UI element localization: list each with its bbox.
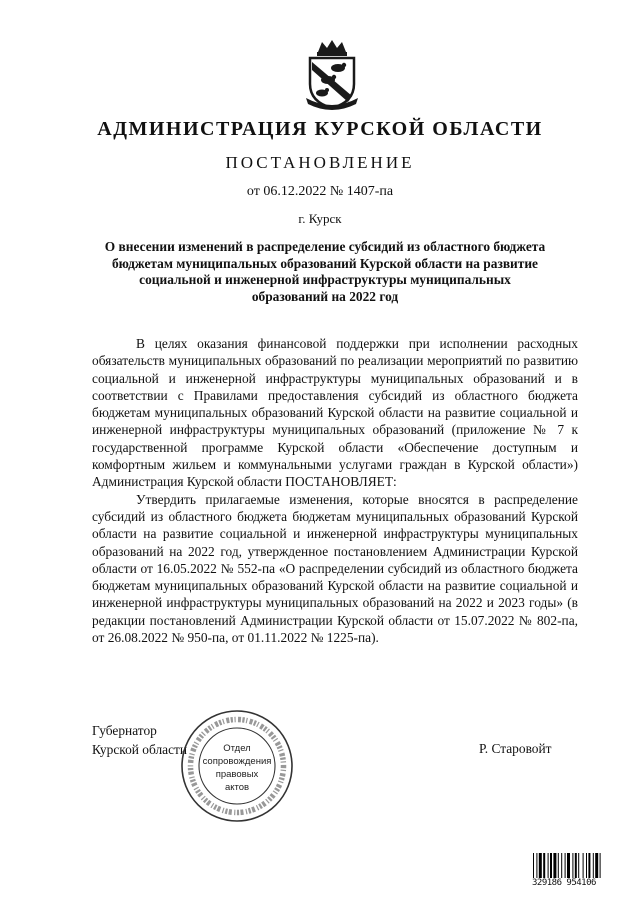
stamp-line: Отдел xyxy=(223,743,251,754)
document-title xyxy=(90,239,560,305)
stamp-line: сопровождения xyxy=(202,756,272,767)
document-body xyxy=(92,335,578,646)
body-paragraph: В целях оказания финансовой поддержки при исполнении расходных обязательств муниципальных образований по реализации мероприятий по развитию социальной и инженерной инфраструктуры муниципальных образований и в соответствии с Правилами предоставления субсидий из областного бюджета бюджетам муниципальных образований Курской области на развитие социальной и инженерной инфраструктуры муниципальных образований (приложение № 7 к государственной программе Курской области «Обеспечение доступным и комфортным жильем и коммунальными услугами граждан в Курской области») Администрация Курской области ПОСТАНОВЛЯЕТ: xyxy=(92,336,578,490)
body-paragraph: Утвердить прилагаемые изменения, которые вносятся в распределение субсидий из областного бюджета бюджетам муниципальных образований Курской области на развитие социальной и инженерной инфраструктуры муниципальных образований на 2022 год, утвержденное постановлением Администрации Курской области от 16.05.2022 № 552-па «О распределении субсидий из областного бюджета бюджетам муниципальных образований Курской области на развитие социальной и инженерной инфраструктуры муниципальных образований на 2022 и 2023 годы» (в редакции постановлений Администрации Курской области от 15.07.2022 № 802-па, от 26.08.2022 № 950-па, от 01.11.2022 № 1225-па). xyxy=(92,491,578,646)
official-stamp xyxy=(178,707,296,825)
title-line: О внесении изменений в распределение субсидий из областного бюджета xyxy=(104,239,546,254)
signatory-name: Р. Старовойт xyxy=(479,741,552,756)
signatory-position xyxy=(92,721,187,759)
title-line: бюджетам муниципальных образований Курской области на развитие xyxy=(111,255,539,271)
document-type: ПОСТАНОВЛЕНИЕ xyxy=(225,153,415,172)
stamp-line: актов xyxy=(224,782,250,793)
signatory-position-line: Курской области xyxy=(92,742,188,757)
document-date-number: от 06.12.2022 № 1407-па xyxy=(246,184,394,199)
signatory-position-line: Губернатор xyxy=(92,723,157,738)
coat-of-arms-icon xyxy=(302,38,362,110)
barcode-number: 329186 954106 xyxy=(532,878,628,888)
stamp-line: правовых xyxy=(215,769,259,780)
organization-name: АДМИНИСТРАЦИЯ КУРСКОЙ ОБЛАСТИ xyxy=(97,118,543,140)
document-city: г. Курск xyxy=(298,211,342,226)
title-line: образований на 2022 год xyxy=(251,288,399,304)
title-line: социальной и инженерной инфраструктуры муниципальных xyxy=(139,272,511,287)
